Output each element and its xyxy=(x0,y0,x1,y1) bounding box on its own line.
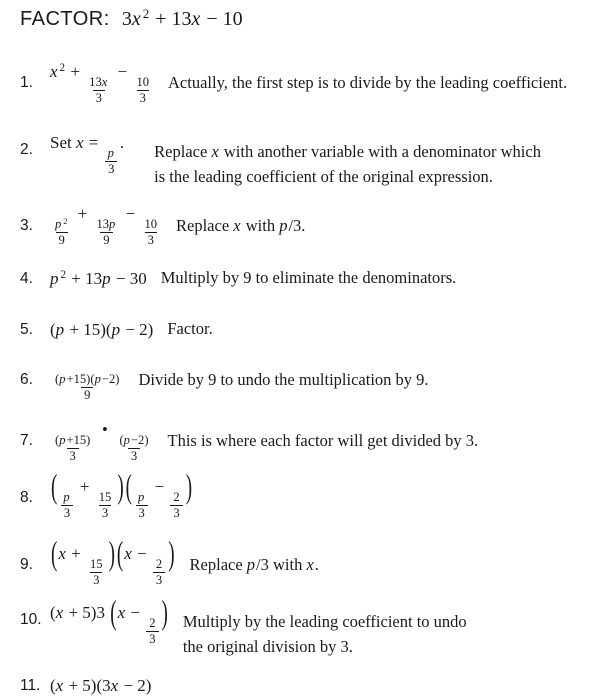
math-variable: p xyxy=(94,371,101,386)
fraction-numerator: 2 xyxy=(149,615,156,630)
math-variable: p xyxy=(50,268,59,288)
fraction-numerator xyxy=(105,146,118,161)
fraction-numerator xyxy=(60,490,73,505)
title-math-expression: 3x $^2$ + 13x − 10 xyxy=(121,5,243,30)
math-variable: x xyxy=(55,602,64,622)
step-explanation: Replace x with p/3. xyxy=(176,215,306,235)
fraction-numerator: 15 xyxy=(98,489,112,504)
fraction xyxy=(93,217,119,248)
fraction xyxy=(146,616,158,647)
title-label: FACTOR: xyxy=(20,8,110,30)
big-close-paren: ) xyxy=(161,594,168,633)
fraction-denominator: 3 xyxy=(67,448,79,464)
step-row xyxy=(20,468,606,521)
big-close-paren: ) xyxy=(168,535,175,574)
fraction xyxy=(52,217,71,248)
fraction xyxy=(86,75,111,106)
fraction-numerator: 2 xyxy=(155,556,163,571)
step-explanation: Factor. xyxy=(167,319,213,339)
steps-list xyxy=(20,61,606,698)
math-variable: p xyxy=(123,432,130,447)
step-explanation: This is where each factor will get divided by 3. xyxy=(167,431,479,451)
fraction-denominator: 9 xyxy=(100,232,112,248)
math-variable: x xyxy=(131,8,141,30)
fraction-denominator: 3 xyxy=(146,631,158,647)
fraction-numerator: 10 xyxy=(144,217,158,232)
big-open-paren: ( xyxy=(51,535,58,574)
big-close-paren: ) xyxy=(108,535,115,574)
step-row xyxy=(20,317,606,342)
step-math-expression: $\frac{p ^2}{9}$ + $\frac{13p}{9}$ − $\frac{10}{3}$ xyxy=(50,203,162,248)
step-row xyxy=(20,358,606,403)
fraction-denominator: 9 xyxy=(81,387,93,403)
step-explanation: Divide by 9 to undo the multiplication by 9. xyxy=(138,370,429,390)
fraction-numerator: (p+15)(p−2) xyxy=(55,371,120,386)
math-variable: p xyxy=(279,215,288,235)
superscript: 2 xyxy=(60,268,67,281)
step-row xyxy=(20,132,606,190)
step-row xyxy=(20,594,606,660)
big-open-paren: ( xyxy=(125,468,132,507)
step-number: 9. xyxy=(20,556,33,574)
fraction xyxy=(133,75,152,106)
step-math-expression: p $^2$ + 13p − 30 xyxy=(50,268,147,288)
math-variable: x xyxy=(101,74,108,89)
fraction xyxy=(52,433,93,464)
superscript: 2 xyxy=(59,61,66,74)
page-title xyxy=(20,5,606,31)
fraction-denominator: 3 xyxy=(61,505,73,521)
fraction xyxy=(60,490,73,521)
math-variable: x xyxy=(55,676,64,696)
step-row xyxy=(20,419,606,464)
step-number: 8. xyxy=(20,489,33,507)
fraction-denominator: 3 xyxy=(170,505,182,521)
fraction xyxy=(153,557,165,588)
step-explanation: Actually, the first step is to divide by the leading coefficient. xyxy=(168,73,568,93)
step-number: 3. xyxy=(20,216,33,234)
big-open-paren: ( xyxy=(110,594,117,633)
math-variable: x xyxy=(50,62,58,81)
step-row xyxy=(20,675,606,697)
step-explanation: Replace p/3 with x. xyxy=(189,555,319,575)
fraction-denominator: 3 xyxy=(153,572,165,588)
fraction-numerator: (p+15) xyxy=(55,432,91,447)
math-variable: x xyxy=(124,543,132,563)
superscript: 2 xyxy=(63,216,68,226)
step-row xyxy=(20,535,606,588)
step-math-expression: ( $\frac{p}{3}$ + $\frac{15}{3}$ ) ( $\frac{p}{3}$ − $\frac{2}{3}$ ) xyxy=(51,468,193,520)
fraction xyxy=(87,557,106,588)
step-explanation: Multiply by the leading coefficient to undo the original division by 3. xyxy=(182,611,467,656)
math-variable: p xyxy=(107,145,114,160)
superscript: 2 xyxy=(142,5,150,21)
step-explanation: Multiply by 9 to eliminate the denominators. xyxy=(160,268,457,288)
fraction xyxy=(116,433,151,464)
math-variable: x xyxy=(211,141,219,161)
step-number: 7. xyxy=(20,432,33,450)
math-variable: p xyxy=(63,489,70,504)
step-math-expression: (x + $\frac{15}{3}$ ) (x − $\frac{2}{3}$ ) xyxy=(51,535,175,587)
step-number: 2. xyxy=(20,140,33,158)
fraction-numerator: 2 xyxy=(173,489,180,504)
fraction xyxy=(96,490,115,521)
big-close-paren: ) xyxy=(185,468,193,507)
step-math-expression: (x + 5)3 (x − $\frac{2}{3}$ ) xyxy=(50,594,168,646)
math-variable: x xyxy=(110,676,119,696)
step-math-expression: (x + 5)(3x − 2) xyxy=(50,676,152,696)
step-math-expression: Set x = $\frac{p}{3}$ . xyxy=(50,132,125,176)
step-number: 4. xyxy=(20,269,33,287)
math-variable: x xyxy=(75,132,84,152)
big-open-paren: ( xyxy=(51,468,58,507)
fraction xyxy=(135,490,148,521)
fraction-denominator: 9 xyxy=(56,232,68,248)
fraction-numerator: 13x xyxy=(89,74,108,89)
step-number: 1. xyxy=(20,74,33,92)
step-number: 5. xyxy=(20,320,33,338)
fraction-denominator: 3 xyxy=(137,90,149,106)
math-variable: p xyxy=(111,319,121,339)
fraction xyxy=(52,372,122,403)
fraction-denominator: 3 xyxy=(136,505,148,521)
fraction xyxy=(141,217,160,248)
fraction-numerator xyxy=(52,217,71,232)
math-variable: p xyxy=(102,268,111,288)
fraction xyxy=(105,146,118,177)
step-row xyxy=(20,203,606,248)
step-number: 6. xyxy=(20,371,33,389)
fraction-numerator: 15 xyxy=(89,556,103,571)
math-variable: x xyxy=(191,8,201,30)
step-explanation: Replace x with another variable with a denominator which is the leading coefficient of the original expression. xyxy=(154,141,541,186)
math-variable: p xyxy=(138,489,145,504)
fraction-denominator: 3 xyxy=(128,448,140,464)
step-math-expression: (p + 15)(p − 2) xyxy=(50,319,154,339)
big-close-paren: ) xyxy=(117,468,124,507)
fraction xyxy=(170,490,182,521)
step-row xyxy=(20,266,606,291)
big-open-paren: ( xyxy=(116,535,124,574)
math-variable: p xyxy=(55,217,62,232)
fraction-denominator: 3 xyxy=(99,505,111,521)
math-variable: x xyxy=(233,215,241,235)
math-variable: x xyxy=(306,555,314,575)
step-row xyxy=(20,61,606,106)
step-math-expression xyxy=(50,419,154,464)
math-variable: x xyxy=(117,602,126,622)
math-variable: p xyxy=(246,555,256,575)
fraction-denominator: 3 xyxy=(90,572,102,588)
math-variable: x xyxy=(58,543,66,563)
fraction-numerator xyxy=(135,490,148,505)
step-math-expression: x $^2$ + $\frac{13x}{3}$ − $\frac{10}{3}$ xyxy=(50,61,154,106)
fraction-denominator: 3 xyxy=(145,232,157,248)
math-variable: p xyxy=(59,371,66,386)
math-variable: p xyxy=(55,319,65,339)
fraction-numerator: 13p xyxy=(96,217,116,232)
step-math-expression xyxy=(50,358,124,403)
fraction-denominator: 3 xyxy=(105,161,117,177)
fraction-denominator: 3 xyxy=(93,90,105,106)
fraction-numerator: (p−2) xyxy=(119,432,149,447)
bullet-operator: • xyxy=(102,421,108,438)
step-number: 10. xyxy=(20,610,42,628)
math-variable: p xyxy=(109,217,116,232)
step-number: 11. xyxy=(20,677,41,695)
math-variable: p xyxy=(59,432,66,447)
fraction-numerator: 10 xyxy=(136,74,150,89)
